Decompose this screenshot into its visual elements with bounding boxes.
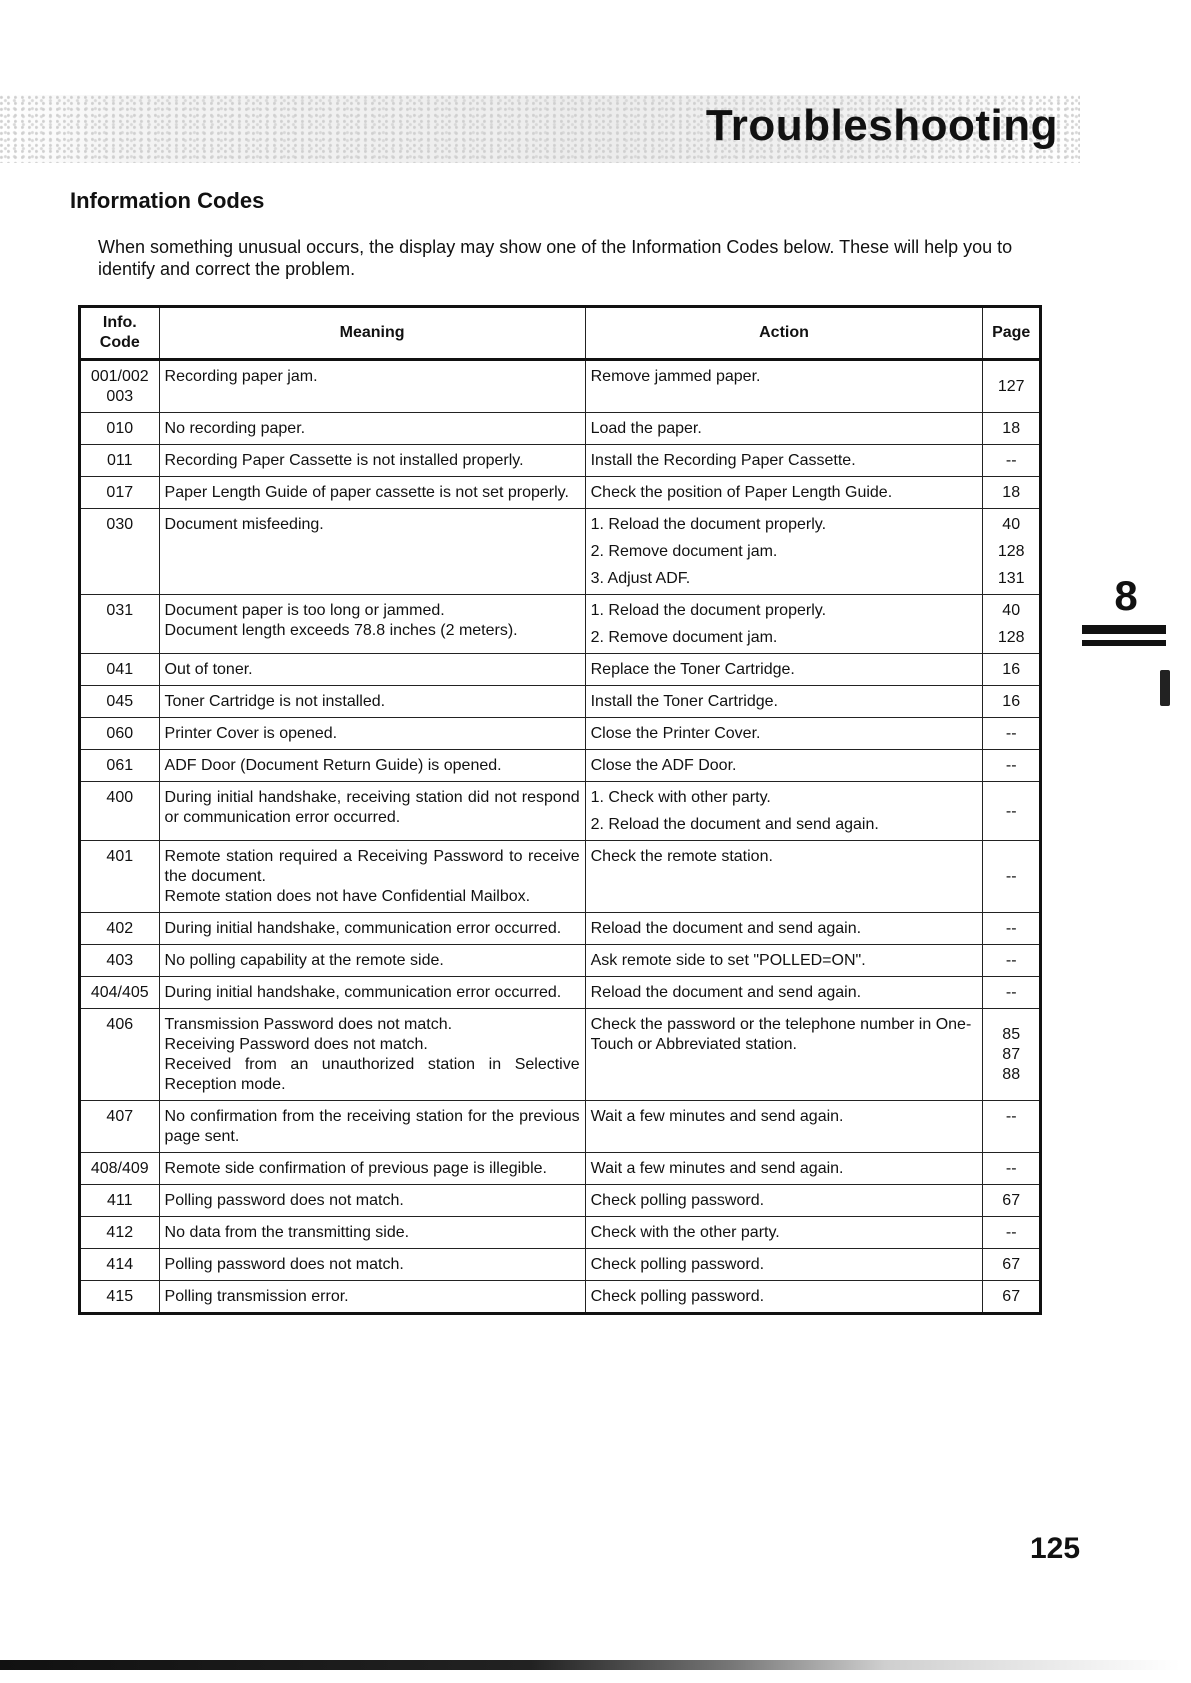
meaning-cell bbox=[159, 509, 585, 595]
action-text: Check polling password. bbox=[590, 1192, 765, 1209]
action-cell bbox=[585, 1249, 983, 1281]
chapter-tab-bar-bottom bbox=[1082, 640, 1166, 646]
meaning-cell bbox=[159, 913, 585, 945]
action-text: Reload the document and send again. bbox=[590, 920, 862, 937]
page-ref-cell bbox=[983, 1281, 1041, 1314]
action-cell bbox=[585, 413, 983, 445]
info-code: 030 bbox=[106, 516, 134, 533]
info-code-cell bbox=[80, 654, 160, 686]
page-reference: -- bbox=[1005, 802, 1017, 820]
action-cell bbox=[585, 509, 983, 595]
code-header-line2: Code bbox=[99, 334, 140, 351]
action-text: 1. Check with other party. bbox=[590, 789, 771, 806]
page-reference: -- bbox=[1005, 1224, 1017, 1241]
page-reference: -- bbox=[1005, 1160, 1017, 1177]
page-reference: 40 bbox=[1002, 602, 1021, 619]
meaning-text: Printer Cover is opened. bbox=[164, 725, 338, 742]
info-code-cell bbox=[80, 686, 160, 718]
page-reference: 88 bbox=[1002, 1066, 1021, 1083]
page-ref-cell bbox=[983, 718, 1041, 750]
info-code: 017 bbox=[106, 484, 134, 501]
meaning-text: Document paper is too long or jammed. bbox=[164, 602, 445, 619]
info-code-cell bbox=[80, 509, 160, 595]
table-row bbox=[80, 509, 1041, 595]
page-reference: 67 bbox=[1002, 1192, 1021, 1209]
meaning-text: Recording paper jam. bbox=[164, 368, 318, 385]
action-cell bbox=[585, 654, 983, 686]
page-reference: -- bbox=[1005, 984, 1017, 1001]
meaning-text: Receiving Password does not match. bbox=[164, 1036, 428, 1053]
meaning-text: Document length exceeds 78.8 inches (2 meters). bbox=[164, 622, 518, 639]
action-cell bbox=[585, 977, 983, 1009]
meaning-text: Out of toner. bbox=[164, 661, 253, 678]
action-cell bbox=[585, 1281, 983, 1314]
meaning-text: Remote station does not have Confidential Mailbox. bbox=[164, 888, 531, 905]
code-header-line1: Info. bbox=[102, 314, 137, 331]
table-row bbox=[80, 1281, 1041, 1314]
info-code-cell bbox=[80, 413, 160, 445]
page-ref-cell bbox=[983, 686, 1041, 718]
meaning-text: Recording Paper Cassette is not installed properly. bbox=[164, 452, 524, 469]
action-text: Wait a few minutes and send again. bbox=[590, 1160, 844, 1177]
page-reference: 40 bbox=[1002, 516, 1021, 533]
meaning-cell bbox=[159, 413, 585, 445]
info-code-cell bbox=[80, 913, 160, 945]
chapter-tab-bar-top bbox=[1082, 625, 1166, 634]
meaning-cell bbox=[159, 445, 585, 477]
meaning-cell bbox=[159, 945, 585, 977]
action-text: Check polling password. bbox=[590, 1256, 765, 1273]
page-reference: 18 bbox=[1002, 484, 1021, 501]
page-ref-cell bbox=[983, 1153, 1041, 1185]
info-code-cell bbox=[80, 945, 160, 977]
meaning-cell bbox=[159, 782, 585, 841]
info-code-cell bbox=[80, 841, 160, 913]
info-code-cell bbox=[80, 1101, 160, 1153]
action-text: 3. Adjust ADF. bbox=[590, 570, 691, 587]
meaning-text: No data from the transmitting side. bbox=[164, 1224, 410, 1241]
info-code-cell bbox=[80, 782, 160, 841]
header-banner bbox=[0, 95, 1080, 163]
action-text: Check the position of Paper Length Guide. bbox=[590, 484, 893, 501]
action-cell bbox=[585, 595, 983, 654]
page-ref-cell bbox=[983, 1185, 1041, 1217]
meaning-text: No confirmation from the receiving station for the previous page sent. bbox=[164, 1108, 580, 1145]
table-header-row bbox=[80, 307, 1041, 360]
meaning-text: Polling password does not match. bbox=[164, 1192, 404, 1209]
page-number: 125 bbox=[1030, 1532, 1081, 1565]
info-code-cell bbox=[80, 445, 160, 477]
table-row bbox=[80, 686, 1041, 718]
table-row bbox=[80, 654, 1041, 686]
action-text: Check the password or the telephone number in One-Touch or Abbreviated station. bbox=[590, 1016, 972, 1053]
info-code: 408/409 bbox=[90, 1160, 149, 1177]
info-code-secondary: 003 bbox=[106, 388, 134, 405]
table-row bbox=[80, 360, 1041, 413]
action-text: Check the remote station. bbox=[590, 848, 773, 865]
page-ref-cell bbox=[983, 1101, 1041, 1153]
meaning-cell bbox=[159, 686, 585, 718]
action-text: Wait a few minutes and send again. bbox=[590, 1108, 844, 1125]
info-code: 414 bbox=[106, 1256, 134, 1273]
table-row bbox=[80, 445, 1041, 477]
info-code: 412 bbox=[106, 1224, 134, 1241]
table-row bbox=[80, 1217, 1041, 1249]
action-text: 2. Remove document jam. bbox=[590, 543, 778, 560]
info-code-cell bbox=[80, 595, 160, 654]
info-code: 407 bbox=[106, 1108, 134, 1125]
page-ref-cell bbox=[983, 841, 1041, 913]
info-code-cell bbox=[80, 977, 160, 1009]
info-code: 031 bbox=[106, 602, 134, 619]
action-text: Replace the Toner Cartridge. bbox=[590, 661, 795, 678]
meaning-text: Toner Cartridge is not installed. bbox=[164, 693, 386, 710]
action-text: 2. Reload the document and send again. bbox=[590, 816, 879, 833]
action-text: Remove jammed paper. bbox=[590, 368, 761, 385]
meaning-text: During initial handshake, receiving station did not respond or communication error occurred. bbox=[164, 789, 580, 826]
info-code: 010 bbox=[106, 420, 134, 437]
bottom-edge-bar bbox=[0, 1660, 1180, 1670]
table-row bbox=[80, 913, 1041, 945]
page-reference: -- bbox=[1005, 1108, 1017, 1125]
action-text: Install the Toner Cartridge. bbox=[590, 693, 778, 710]
meaning-text: Polling password does not match. bbox=[164, 1256, 404, 1273]
table-row bbox=[80, 1249, 1041, 1281]
page-reference: 127 bbox=[997, 378, 1025, 395]
page-ref-cell bbox=[983, 413, 1041, 445]
meaning-cell bbox=[159, 1185, 585, 1217]
page-ref-cell bbox=[983, 945, 1041, 977]
action-cell bbox=[585, 750, 983, 782]
info-code-cell bbox=[80, 1153, 160, 1185]
action-text: 2. Remove document jam. bbox=[590, 629, 778, 646]
meaning-text: During initial handshake, communication error occurred. bbox=[164, 984, 562, 1001]
action-text: Close the ADF Door. bbox=[590, 757, 737, 774]
page-ref-cell bbox=[983, 1009, 1041, 1101]
action-cell bbox=[585, 1153, 983, 1185]
info-code: 060 bbox=[106, 725, 134, 742]
action-text: Ask remote side to set "POLLED=ON". bbox=[590, 952, 866, 969]
meaning-cell bbox=[159, 1217, 585, 1249]
table-row bbox=[80, 782, 1041, 841]
table-row bbox=[80, 413, 1041, 445]
page-reference: 16 bbox=[1002, 693, 1021, 710]
info-code-cell bbox=[80, 1217, 160, 1249]
table-row bbox=[80, 595, 1041, 654]
page-reference: 18 bbox=[1002, 420, 1021, 437]
meaning-cell bbox=[159, 654, 585, 686]
action-text: Check polling password. bbox=[590, 1288, 765, 1305]
meaning-text: Document misfeeding. bbox=[164, 516, 324, 533]
table-row bbox=[80, 841, 1041, 913]
info-code: 415 bbox=[106, 1288, 134, 1305]
meaning-text: Polling transmission error. bbox=[164, 1288, 349, 1305]
table-row bbox=[80, 1009, 1041, 1101]
action-text: Close the Printer Cover. bbox=[590, 725, 761, 742]
page-ref-cell bbox=[983, 654, 1041, 686]
page-reference: 87 bbox=[1002, 1046, 1021, 1063]
info-code: 402 bbox=[106, 920, 134, 937]
table-row bbox=[80, 1185, 1041, 1217]
meaning-cell bbox=[159, 1281, 585, 1314]
info-code-cell bbox=[80, 360, 160, 413]
page-reference: -- bbox=[1005, 757, 1017, 774]
page-reference: 67 bbox=[1002, 1256, 1021, 1273]
action-cell bbox=[585, 1009, 983, 1101]
info-code: 045 bbox=[106, 693, 134, 710]
page-ref-cell bbox=[983, 1249, 1041, 1281]
action-cell bbox=[585, 1185, 983, 1217]
meaning-cell bbox=[159, 1009, 585, 1101]
chapter-number: 8 bbox=[1114, 572, 1138, 619]
intro-paragraph: When something unusual occurs, the display may show one of the Information Codes below. These will help you to identify and correct the problem. bbox=[98, 237, 1013, 279]
page-reference: 85 bbox=[1002, 1026, 1021, 1043]
action-text: Load the paper. bbox=[590, 420, 702, 437]
meaning-cell bbox=[159, 360, 585, 413]
meaning-cell bbox=[159, 1153, 585, 1185]
page-reference: -- bbox=[1005, 952, 1017, 969]
info-code: 061 bbox=[106, 757, 134, 774]
info-code-cell bbox=[80, 477, 160, 509]
meaning-text: Transmission Password does not match. bbox=[164, 1016, 453, 1033]
page-reference: -- bbox=[1005, 868, 1017, 885]
info-code-cell bbox=[80, 750, 160, 782]
page-ref-cell bbox=[983, 913, 1041, 945]
page-reference: -- bbox=[1005, 452, 1017, 469]
meaning-text: Remote side confirmation of previous page is illegible. bbox=[164, 1160, 547, 1177]
table-row bbox=[80, 477, 1041, 509]
page-reference: -- bbox=[1005, 725, 1017, 742]
page-reference: 128 bbox=[997, 629, 1025, 646]
info-code-cell bbox=[80, 1185, 160, 1217]
table-row bbox=[80, 977, 1041, 1009]
action-cell bbox=[585, 945, 983, 977]
column-header-code bbox=[80, 307, 160, 360]
meaning-cell bbox=[159, 977, 585, 1009]
info-code: 001/002 bbox=[90, 368, 149, 385]
action-text: 1. Reload the document properly. bbox=[590, 602, 827, 619]
table-row bbox=[80, 750, 1041, 782]
table-row bbox=[80, 945, 1041, 977]
information-codes-table bbox=[78, 305, 1042, 1315]
info-code: 401 bbox=[106, 848, 134, 865]
action-text: Reload the document and send again. bbox=[590, 984, 862, 1001]
page-title: Troubleshooting bbox=[705, 101, 1058, 150]
info-code-cell bbox=[80, 1281, 160, 1314]
page-ref-cell bbox=[983, 509, 1041, 595]
info-code-cell bbox=[80, 1249, 160, 1281]
meaning-text: ADF Door (Document Return Guide) is opened. bbox=[164, 757, 502, 774]
page-reference: 67 bbox=[1002, 1288, 1021, 1305]
meaning-text: During initial handshake, communication error occurred. bbox=[164, 920, 562, 937]
page-reference: 128 bbox=[997, 543, 1025, 560]
meaning-text: No recording paper. bbox=[164, 420, 306, 437]
table-row bbox=[80, 718, 1041, 750]
action-cell bbox=[585, 360, 983, 413]
page-ref-cell bbox=[983, 595, 1041, 654]
meaning-cell bbox=[159, 477, 585, 509]
chapter-edge-mark bbox=[1160, 670, 1170, 706]
meaning-text: No polling capability at the remote side. bbox=[164, 952, 444, 969]
action-cell bbox=[585, 841, 983, 913]
meaning-cell bbox=[159, 595, 585, 654]
action-text: Check with the other party. bbox=[590, 1224, 780, 1241]
page-ref-cell bbox=[983, 977, 1041, 1009]
action-cell bbox=[585, 686, 983, 718]
column-header-action: Action bbox=[585, 307, 983, 360]
page-ref-cell bbox=[983, 360, 1041, 413]
column-header-meaning: Meaning bbox=[159, 307, 585, 360]
meaning-cell bbox=[159, 841, 585, 913]
action-cell bbox=[585, 913, 983, 945]
info-code: 403 bbox=[106, 952, 134, 969]
page-ref-cell bbox=[983, 750, 1041, 782]
action-cell bbox=[585, 445, 983, 477]
info-code: 041 bbox=[106, 661, 134, 678]
info-code: 411 bbox=[107, 1192, 133, 1209]
info-code: 404/405 bbox=[90, 984, 149, 1001]
page-ref-cell bbox=[983, 782, 1041, 841]
info-code-cell bbox=[80, 718, 160, 750]
meaning-text: Remote station required a Receiving Password to receive the document. bbox=[164, 848, 580, 885]
action-cell bbox=[585, 477, 983, 509]
action-cell bbox=[585, 782, 983, 841]
page-reference: 16 bbox=[1002, 661, 1021, 678]
meaning-cell bbox=[159, 1249, 585, 1281]
action-cell bbox=[585, 1217, 983, 1249]
action-cell bbox=[585, 1101, 983, 1153]
page-ref-cell bbox=[983, 477, 1041, 509]
meaning-text: Received from an unauthorized station in Selective Reception mode. bbox=[164, 1056, 580, 1093]
meaning-text: Paper Length Guide of paper cassette is not set properly. bbox=[164, 484, 569, 501]
page-reference: 131 bbox=[997, 570, 1025, 587]
info-code: 011 bbox=[107, 452, 133, 469]
table-body bbox=[80, 360, 1041, 1314]
page-ref-cell bbox=[983, 1217, 1041, 1249]
page-ref-cell bbox=[983, 445, 1041, 477]
page-reference: -- bbox=[1005, 920, 1017, 937]
action-text: Install the Recording Paper Cassette. bbox=[590, 452, 856, 469]
section-heading: Information Codes bbox=[70, 188, 265, 213]
table-row bbox=[80, 1153, 1041, 1185]
info-code: 400 bbox=[106, 789, 134, 806]
meaning-cell bbox=[159, 1101, 585, 1153]
info-code: 406 bbox=[106, 1016, 134, 1033]
action-cell bbox=[585, 718, 983, 750]
meaning-cell bbox=[159, 750, 585, 782]
column-header-page: Page bbox=[983, 307, 1041, 360]
table-row bbox=[80, 1101, 1041, 1153]
action-text: 1. Reload the document properly. bbox=[590, 516, 827, 533]
meaning-cell bbox=[159, 718, 585, 750]
info-code-cell bbox=[80, 1009, 160, 1101]
